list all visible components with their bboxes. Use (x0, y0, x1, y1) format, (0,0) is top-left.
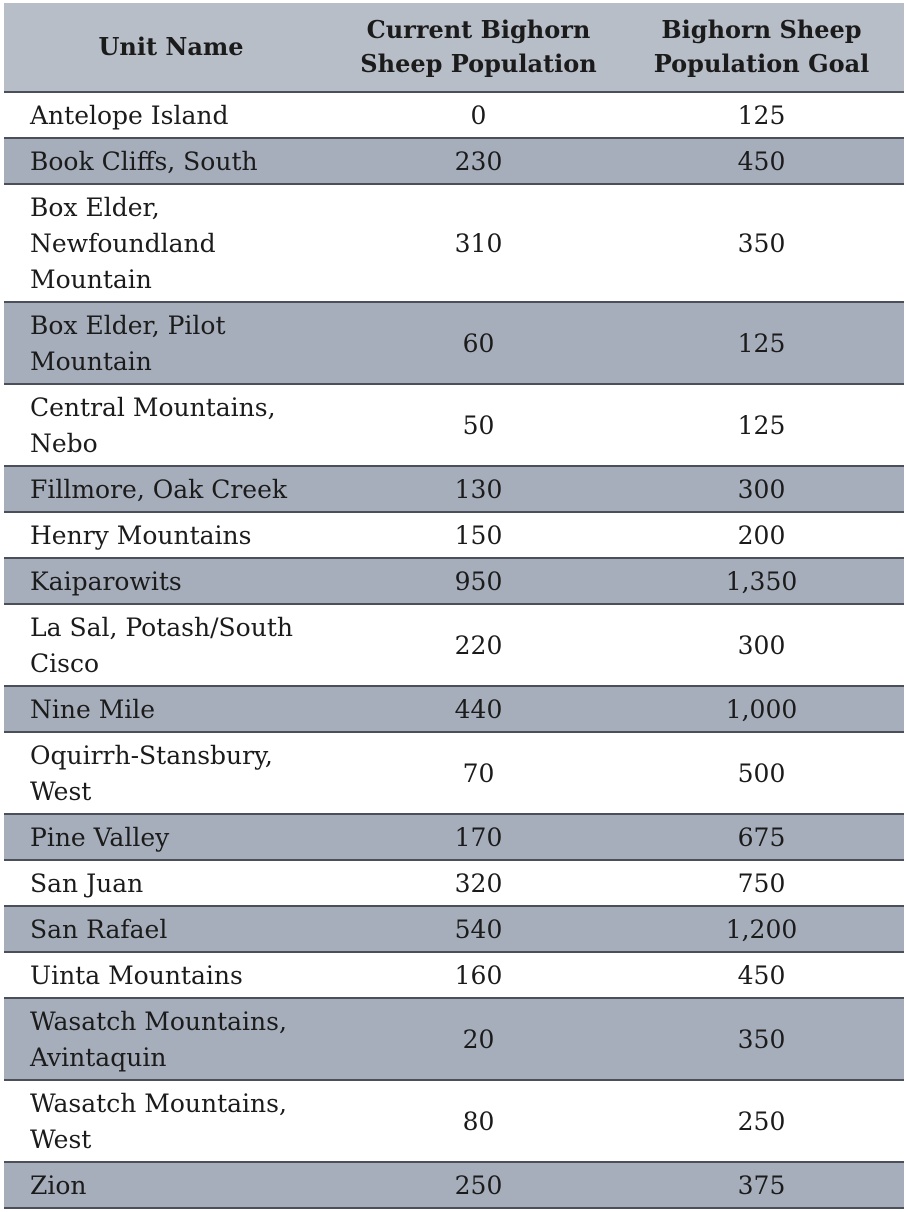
unit-name-cell: Wasatch Mountains, West (4, 1080, 338, 1162)
current-population-cell: 320 (338, 860, 619, 906)
table-row (4, 92, 904, 138)
current-population-cell: 440 (338, 686, 619, 732)
population-table (4, 3, 904, 1209)
table-row (4, 384, 904, 466)
table-row (4, 1162, 904, 1208)
table-row (4, 466, 904, 512)
current-population-cell: 50 (338, 384, 619, 466)
table-row (4, 814, 904, 860)
population-goal-cell: 125 (737, 101, 786, 130)
current-population-cell: 70 (338, 732, 619, 814)
current-population-cell: 160 (338, 952, 619, 998)
population-goal-cell: 375 (619, 1162, 904, 1208)
table-row (4, 184, 904, 302)
current-population-cell: 20 (338, 998, 619, 1080)
current-population-cell: 80 (338, 1080, 619, 1162)
population-goal-cell: 1,200 (619, 906, 904, 952)
unit-name-cell: Pine Valley (4, 814, 338, 860)
population-goal-cell: 1,000 (619, 686, 904, 732)
unit-name-cell: Box Elder, Newfoundland Mountain (4, 184, 338, 302)
population-goal-cell: 300 (619, 604, 904, 686)
population-goal-cell: 350 (619, 998, 904, 1080)
population-goal-cell: 350 (619, 184, 904, 302)
table-body (4, 92, 904, 1208)
unit-name-cell: Wasatch Mountains, Avintaquin (4, 998, 338, 1080)
table-row (4, 860, 904, 906)
current-population-cell: 60 (338, 302, 619, 384)
unit-name-cell: San Rafael (4, 906, 338, 952)
population-goal-cell: 750 (619, 860, 904, 906)
current-population-cell: 130 (338, 466, 619, 512)
unit-name-cell: Uinta Mountains (4, 952, 338, 998)
current-population-cell: 220 (338, 604, 619, 686)
population-goal-cell: 675 (619, 814, 904, 860)
population-goal-cell: 1,350 (619, 558, 904, 604)
header-population-goal: Bighorn Sheep Population Goal (619, 3, 904, 92)
table-row (4, 138, 904, 184)
population-goal-cell: 200 (619, 512, 904, 558)
unit-name-cell: La Sal, Potash/South Cisco (4, 604, 338, 686)
current-population-cell: 230 (338, 138, 619, 184)
unit-name-cell: San Juan (4, 860, 338, 906)
population-goal-cell: 300 (619, 466, 904, 512)
current-population-cell: 150 (338, 512, 619, 558)
unit-name-cell: Oquirrh-Stansbury, West (4, 732, 338, 814)
table-row (4, 686, 904, 732)
population-goal-cell: 125 (619, 302, 904, 384)
table-row (4, 732, 904, 814)
unit-name-cell: Book Cliffs, South (4, 138, 338, 184)
header-current-population: Current Bighorn Sheep Population (338, 3, 619, 92)
population-goal-cell: 125 (619, 384, 904, 466)
current-population-cell: 950 (338, 558, 619, 604)
current-population-cell: 170 (338, 814, 619, 860)
current-population-cell: 540 (338, 906, 619, 952)
current-population-cell: 250 (338, 1162, 619, 1208)
unit-name-cell: Henry Mountains (4, 512, 338, 558)
unit-name-cell: Box Elder, Pilot Mountain (4, 302, 338, 384)
unit-name-cell: Antelope Island (30, 101, 229, 130)
population-goal-cell: 500 (619, 732, 904, 814)
population-goal-cell: 450 (619, 952, 904, 998)
table-row (4, 558, 904, 604)
table-header (4, 3, 904, 92)
unit-name-cell: Central Mountains, Nebo (4, 384, 338, 466)
population-goal-cell: 250 (619, 1080, 904, 1162)
population-goal-cell: 450 (619, 138, 904, 184)
table-row (4, 1080, 904, 1162)
table-row (4, 952, 904, 998)
unit-name-cell: Kaiparowits (4, 558, 338, 604)
table-row (4, 906, 904, 952)
table-row (4, 512, 904, 558)
unit-name-cell: Zion (4, 1162, 338, 1208)
table-row (4, 302, 904, 384)
unit-name-cell: Nine Mile (4, 686, 338, 732)
table-row (4, 604, 904, 686)
current-population-cell: 310 (338, 184, 619, 302)
current-population-cell: 0 (470, 101, 487, 130)
unit-name-cell: Fillmore, Oak Creek (4, 466, 338, 512)
table-row (4, 998, 904, 1080)
header-row (4, 3, 904, 92)
header-unit-name: Unit Name (4, 3, 338, 92)
